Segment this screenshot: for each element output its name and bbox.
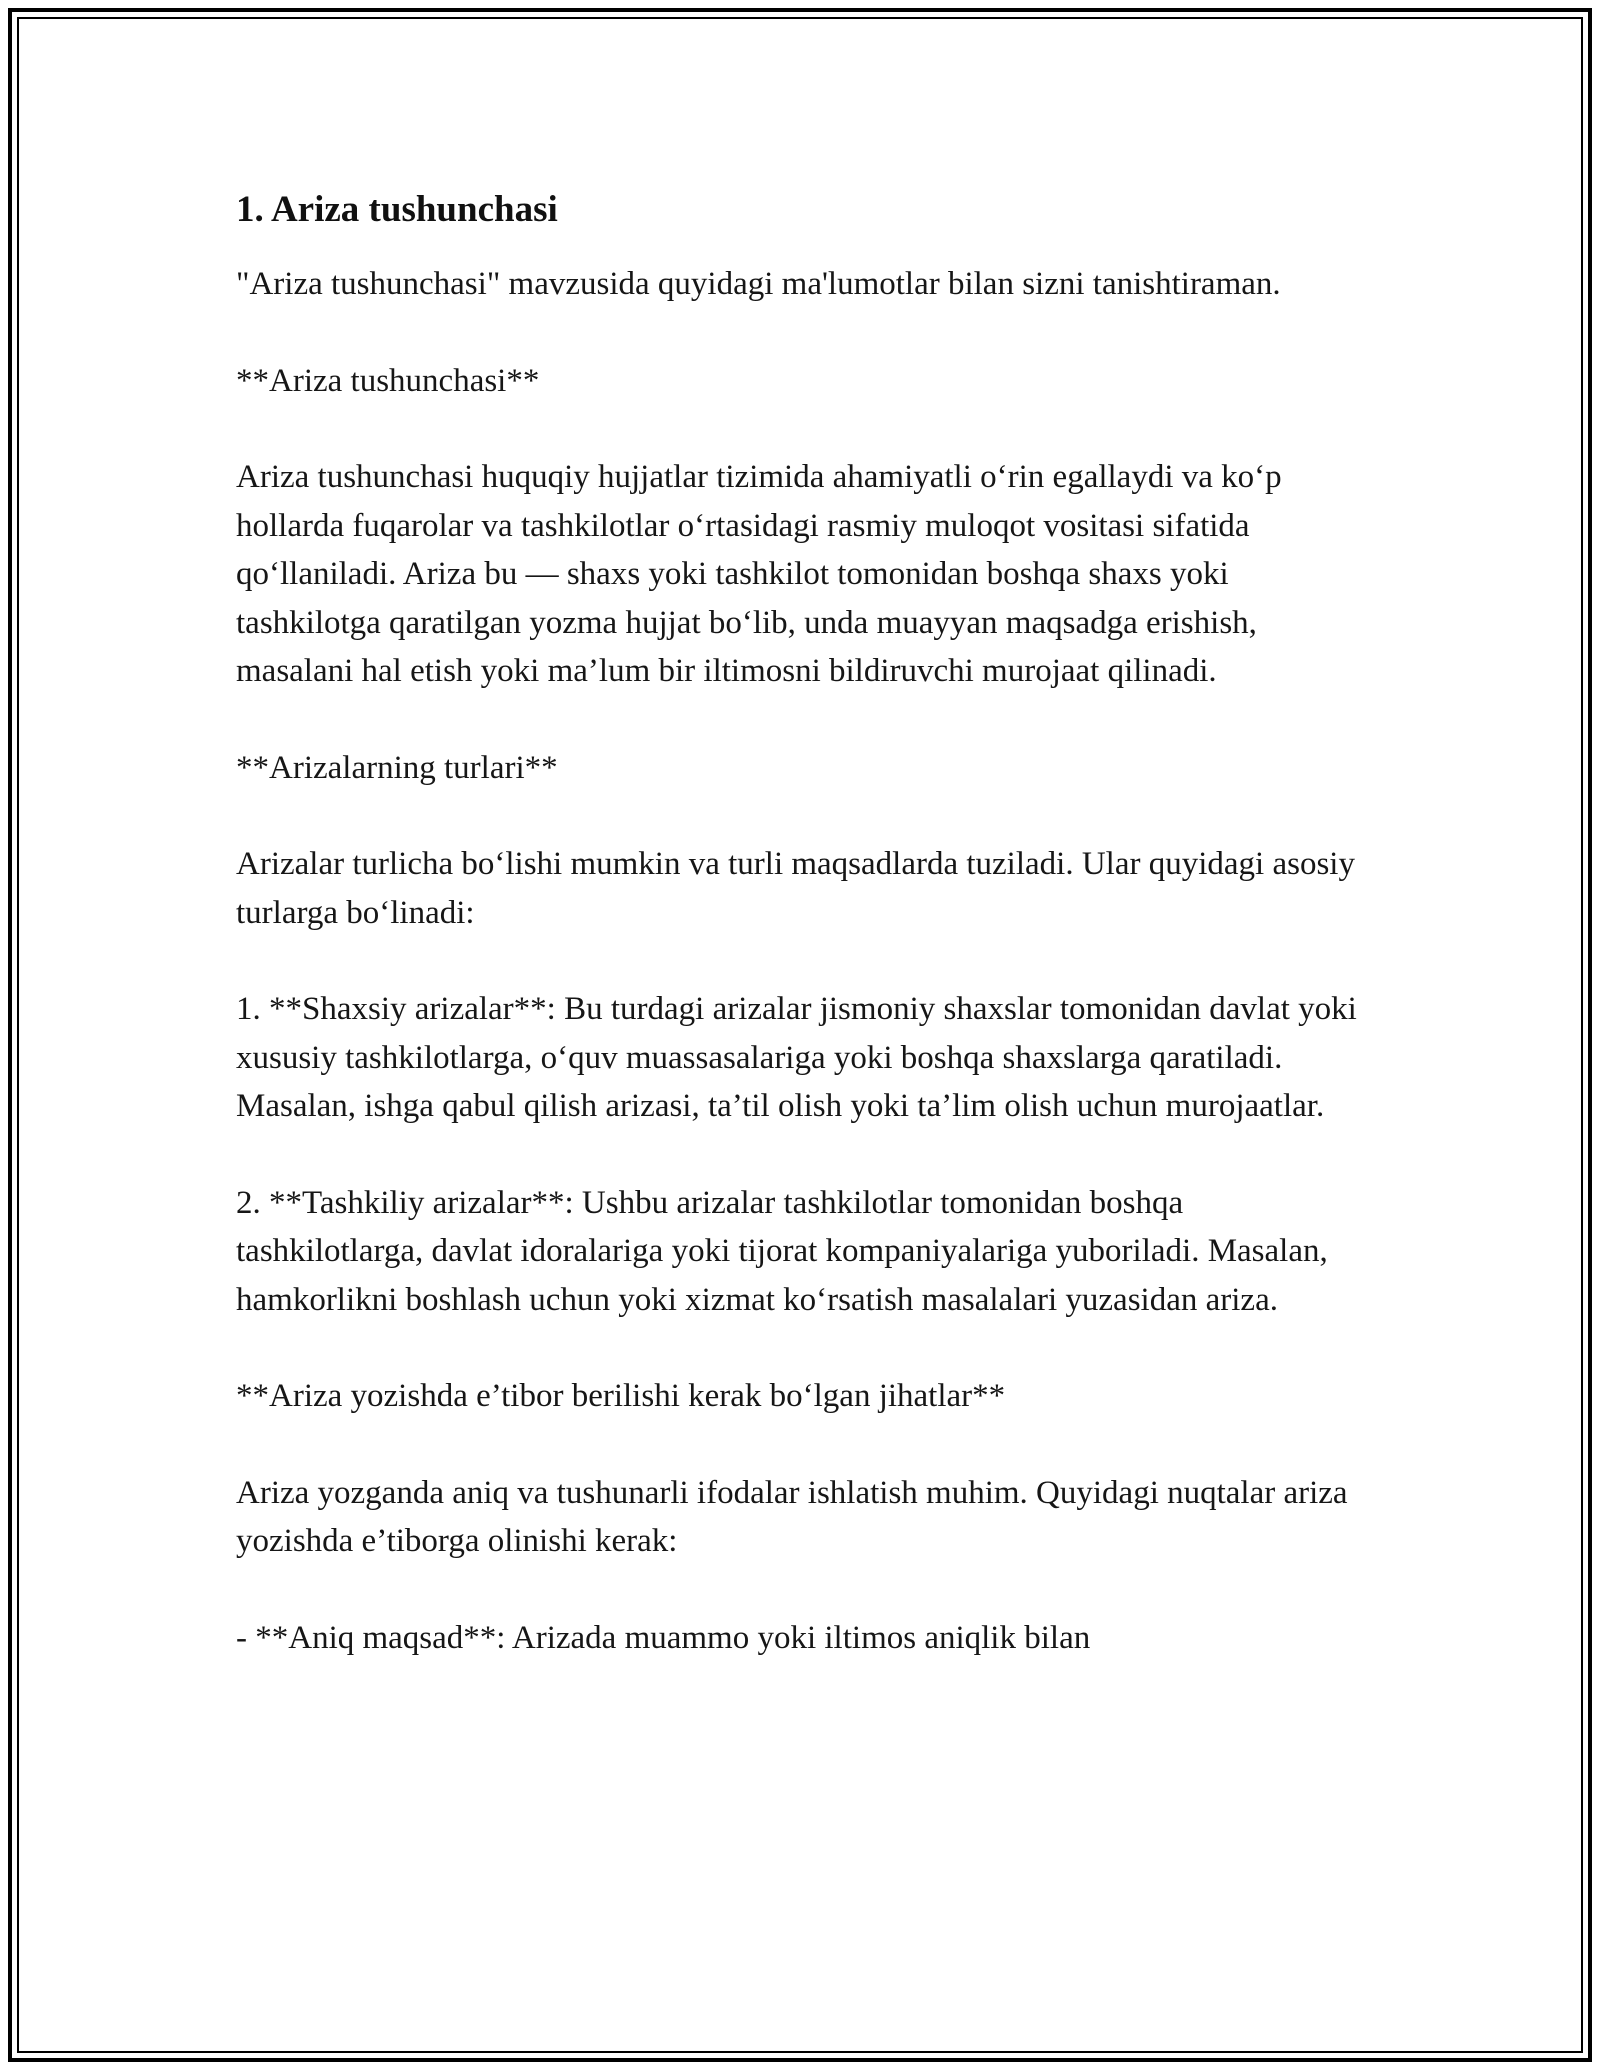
list-item-aniq-maqsad: - **Aniq maqsad**: Arizada muammo yoki iltimos aniqlik bilan [236,1619,1091,1656]
list-item-tashkiliy-arizalar: 2. **Tashkiliy arizalar**: Ushbu arizalar tashkilotlar tomonidan boshqa tashkilotlarga, davlat idoralariga yoki tijorat kompaniyalariga yuboriladi. Masalan, hamkorlikni boshlash uchun yoki xizmat ko‘rsatish masalalari yuzasidan ariza. [236,1184,1328,1318]
definition-paragraph: Ariza tushunchasi huquqiy hujjatlar tizimida ahamiyatli o‘rin egallaydi va ko‘p hollarda fuqarolar va tashkilotlar o‘rtasidagi rasmiy muloqot vositasi sifatida qo‘llaniladi. Ariza bu — shaxs yoki tashkilot tomonidan boshqa shaxs yoki tashkilotga qaratilgan yozma hujjat bo‘lib, unda muayyan maqsadga erishish, masalani hal etish yoki ma’lum bir iltimosni bildiruvchi murojaat qilinadi. [236,459,1282,689]
section-heading-arizalarning-turlari: **Arizalarning turlari** [236,749,558,786]
document-body [236,260,1366,1662]
types-intro-paragraph: Arizalar turlicha bo‘lishi mumkin va turli maqsadlarda tuziladi. Ular quyidagi asosiy turlarga bo‘linadi: [236,846,1355,931]
section-heading-etibor-jihatlar: **Ariza yozishda e’tibor berilishi kerak bo‘lgan jihatlar** [236,1378,1006,1414]
intro-paragraph: "Ariza tushunchasi" mavzusida quyidagi ma'lumotlar bilan sizni tanishtiraman. [236,266,1281,302]
document-title: 1. Ariza tushunchasi [236,189,558,230]
section-heading-ariza-tushunchasi: **Ariza tushunchasi** [236,362,540,399]
writing-tips-paragraph: Ariza yozganda aniq va tushunarli ifodalar ishlatish muhim. Quyidagi nuqtalar ariza yozishda e’tiborga olinishi kerak: [236,1474,1348,1559]
list-item-shaxsiy-arizalar: 1. **Shaxsiy arizalar**: Bu turdagi arizalar jismoniy shaxslar tomonidan davlat yoki xususiy tashkilotlarga, o‘quv muassasalariga yoki boshqa shaxslarga qaratiladi. Masalan, ishga qabul qilish arizasi, ta’til olish yoki ta’lim olish uchun murojaatlar. [236,991,1357,1124]
document-page [236,186,1366,1710]
